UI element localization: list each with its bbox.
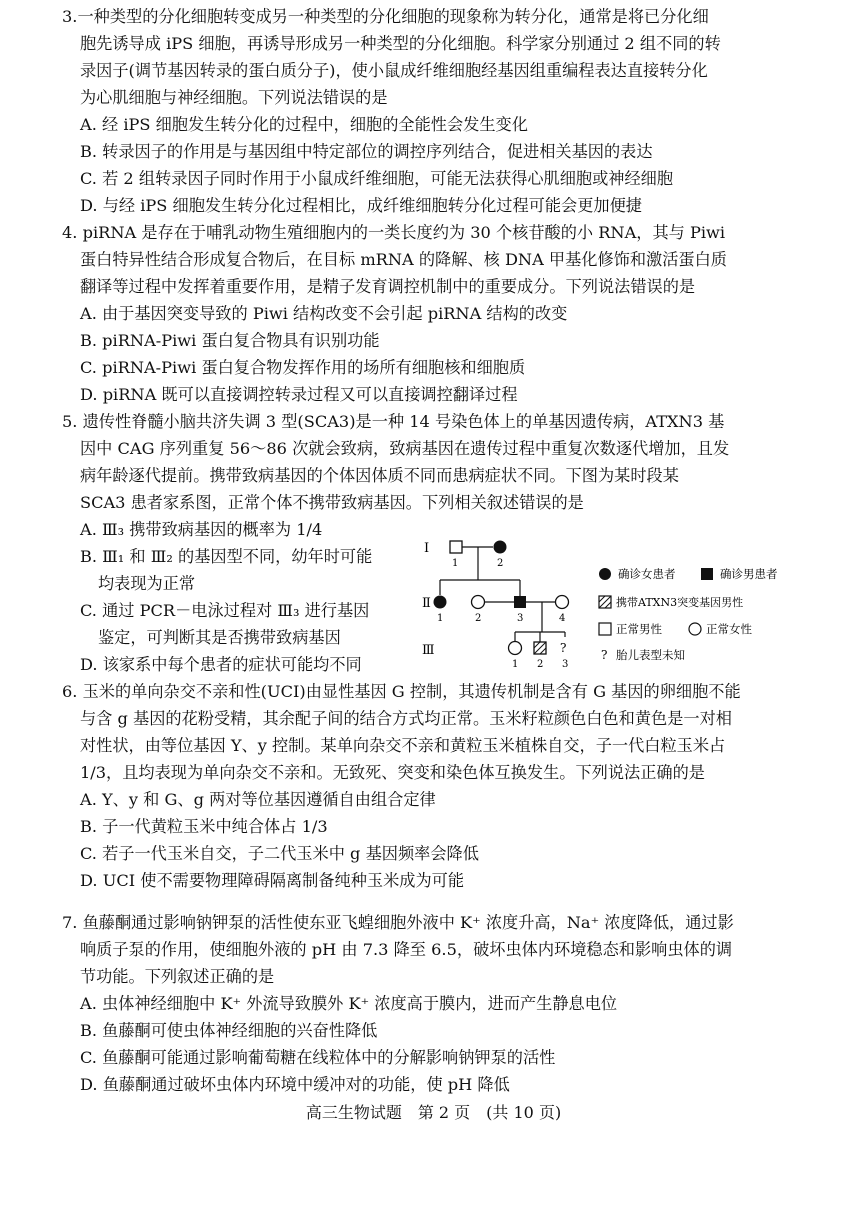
gen3-female-1	[509, 642, 522, 655]
q5-option-b: B. Ⅲ₁ 和 Ⅲ₂ 的基因型不同，幼年时可能	[80, 547, 373, 566]
legend-normal-male-icon	[599, 623, 611, 635]
gen3-unknown-3: ?	[560, 641, 567, 655]
q5-option-b-cont: 均表现为正常	[98, 574, 196, 593]
gen1-female-2	[494, 541, 507, 554]
q3-option-d: D. 与经 iPS 细胞发生转分化过程相比，成纤维细胞转分化过程可能会更加便捷	[80, 196, 642, 215]
gen2-male-3	[514, 596, 526, 608]
q3-option-b: B. 转录因子的作用是与基因组中特定部位的调控序列结合，促进相关基因的表达	[80, 142, 653, 161]
q6-line-2: 与含 g 基因的花粉受精，其余配子间的结合方式均正常。玉米籽粒颜色白色和黄色是一对相	[80, 709, 732, 728]
q7-option-b: B. 鱼藤酮可使虫体神经细胞的兴奋性降低	[80, 1021, 378, 1040]
gen1-num-1: 1	[452, 558, 459, 569]
q6-line-1: 6. 玉米的单向杂交不亲和性(UCI)由显性基因 G 控制，其遗传机制是含有 G 基因的卵细胞不能	[62, 682, 741, 701]
q7-line-3: 节功能。下列叙述正确的是	[80, 967, 275, 986]
q7-line-2: 响质子泵的作用，使细胞外液的 pH 由 7.3 降至 6.5，破坏虫体内环境稳态和影响虫体的调	[80, 940, 733, 959]
gen2-num-4: 4	[559, 613, 566, 624]
gen1-num-2: 2	[497, 558, 504, 569]
legend-normal-female: 正常女性	[706, 622, 752, 636]
q5-option-c: C. 通过 PCR－电泳过程对 Ⅲ₃ 进行基因	[80, 601, 370, 620]
gen-label-1: Ⅰ	[424, 541, 430, 556]
q4-option-a: A. 由于基因突变导致的 Piwi 结构改变不会引起 piRNA 结构的改变	[80, 304, 568, 323]
q3-option-c: C. 若 2 组转录因子同时作用于小鼠成纤维细胞，可能无法获得心肌细胞或神经细胞	[80, 169, 674, 188]
gen3-num-2: 2	[537, 659, 544, 670]
q6-option-c: C. 若子一代玉米自交，子二代玉米中 g 基因频率会降低	[80, 844, 479, 863]
legend-female-patient-icon	[599, 568, 611, 580]
q5-line-1: 5. 遗传性脊髓小脑共济失调 3 型(SCA3)是一种 14 号染色体上的单基因遗传病，ATXN3 基	[62, 412, 725, 431]
gen2-num-1: 1	[437, 613, 444, 624]
q3-line-3: 录因子(调节基因转录的蛋白质分子)，使小鼠成纤维细胞经基因组重编程表达直接转分化	[80, 61, 708, 80]
q3-line-4: 为心肌细胞与神经细胞。下列说法错误的是	[80, 88, 388, 107]
q5-line-4: SCA3 患者家系图，正常个体不携带致病基因。下列相关叙述错误的是	[80, 493, 584, 512]
q4-option-c: C. piRNA-Piwi 蛋白复合物发挥作用的场所有细胞核和细胞质	[80, 358, 526, 377]
q3-line-2: 胞先诱导成 iPS 细胞，再诱导形成另一种类型的分化细胞。科学家分别通过 2 组不同的转	[80, 34, 721, 53]
q4-option-d: D. piRNA 既可以直接调控转录过程又可以直接调控翻译过程	[80, 385, 518, 404]
legend-normal-male: 正常男性	[616, 622, 662, 636]
q4-line-3: 翻译等过程中发挥着重要作用，是精子发育调控机制中的重要成分。下列说法错误的是	[80, 277, 696, 296]
pedigree-diagram	[410, 532, 810, 672]
q5-line-2: 因中 CAG 序列重复 56～86 次就会致病，致病基因在遗传过程中重复次数逐代增加，且发	[80, 439, 730, 458]
q6-option-a: A. Y、y 和 G、g 两对等位基因遵循自由组合定律	[80, 790, 436, 809]
legend-male-patient: 确诊男患者	[720, 567, 778, 581]
q3-line-1: 3.一种类型的分化细胞转变成另一种类型的分化细胞的现象称为转分化，通常是将已分化细	[62, 7, 709, 26]
q5-option-a: A. Ⅲ₃ 携带致病基因的概率为 1/4	[80, 520, 323, 539]
gen2-female-1	[434, 596, 447, 609]
q6-line-4: 1/3，且均表现为单向杂交不亲和。无致死、突变和染色体互换发生。下列说法正确的是	[80, 763, 705, 782]
gen2-num-3: 3	[517, 613, 524, 624]
gen2-num-2: 2	[475, 613, 482, 624]
q7-option-a: A. 虫体神经细胞中 K⁺ 外流导致膜外 K⁺ 浓度高于膜内，进而产生静息电位	[80, 994, 618, 1013]
legend-normal-female-icon	[689, 623, 701, 635]
legend-unknown-icon: ?	[601, 648, 608, 662]
q5-option-c-cont: 鉴定，可判断其是否携带致病基因	[98, 628, 341, 647]
legend-female-patient: 确诊女患者	[618, 567, 676, 581]
gen-label-2: Ⅱ	[422, 596, 431, 611]
q4-line-2: 蛋白特异性结合形成复合物后，在目标 mRNA 的降解、核 DNA 甲基化修饰和激活蛋白质	[80, 250, 727, 269]
gen2-female-2	[472, 596, 485, 609]
q7-line-1: 7. 鱼藤酮通过影响钠钾泵的活性使东亚飞蝗细胞外液中 K⁺ 浓度升高，Na⁺ 浓度降低，通过影	[62, 913, 734, 932]
q3-option-a: A. 经 iPS 细胞发生转分化的过程中，细胞的全能性会发生变化	[80, 115, 528, 134]
q5-option-d: D. 该家系中每个患者的症状可能均不同	[80, 655, 362, 674]
gen-label-3: Ⅲ	[422, 643, 435, 658]
legend-carrier-male: 携带ATXN3突变基因男性	[616, 596, 744, 609]
legend-fetus-unknown: 胎儿表型未知	[616, 648, 685, 662]
q4-line-1: 4. piRNA 是存在于哺乳动物生殖细胞内的一类长度约为 30 个核苷酸的小 RNA，其与 Piwi	[62, 223, 726, 242]
gen3-num-1: 1	[512, 659, 519, 670]
gen3-num-3: 3	[562, 659, 569, 670]
q7-option-c: C. 鱼藤酮可能通过影响葡萄糖在线粒体中的分解影响钠钾泵的活性	[80, 1048, 556, 1067]
q4-option-b: B. piRNA-Piwi 蛋白复合物具有识别功能	[80, 331, 380, 350]
legend-male-patient-icon	[701, 568, 713, 580]
gen2-female-4	[556, 596, 569, 609]
page-footer: 高三生物试题 第 2 页 (共 10 页)	[305, 1103, 562, 1122]
q6-line-3: 对性状，由等位基因 Y、y 控制。某单向杂交不亲和黄粒玉米植株自交，子一代白粒玉米占	[80, 736, 726, 755]
gen1-male-1	[450, 541, 462, 553]
q6-option-b: B. 子一代黄粒玉米中纯合体占 1/3	[80, 817, 328, 836]
q5-line-3: 病年龄逐代提前。携带致病基因的个体因体质不同而患病症状不同。下图为某时段某	[80, 466, 679, 485]
q7-option-d: D. 鱼藤酮通过破坏虫体内环境中缓冲对的功能，使 pH 降低	[80, 1075, 510, 1094]
q6-option-d: D. UCI 使不需要物理障碍隔离制备纯种玉米成为可能	[80, 871, 465, 890]
